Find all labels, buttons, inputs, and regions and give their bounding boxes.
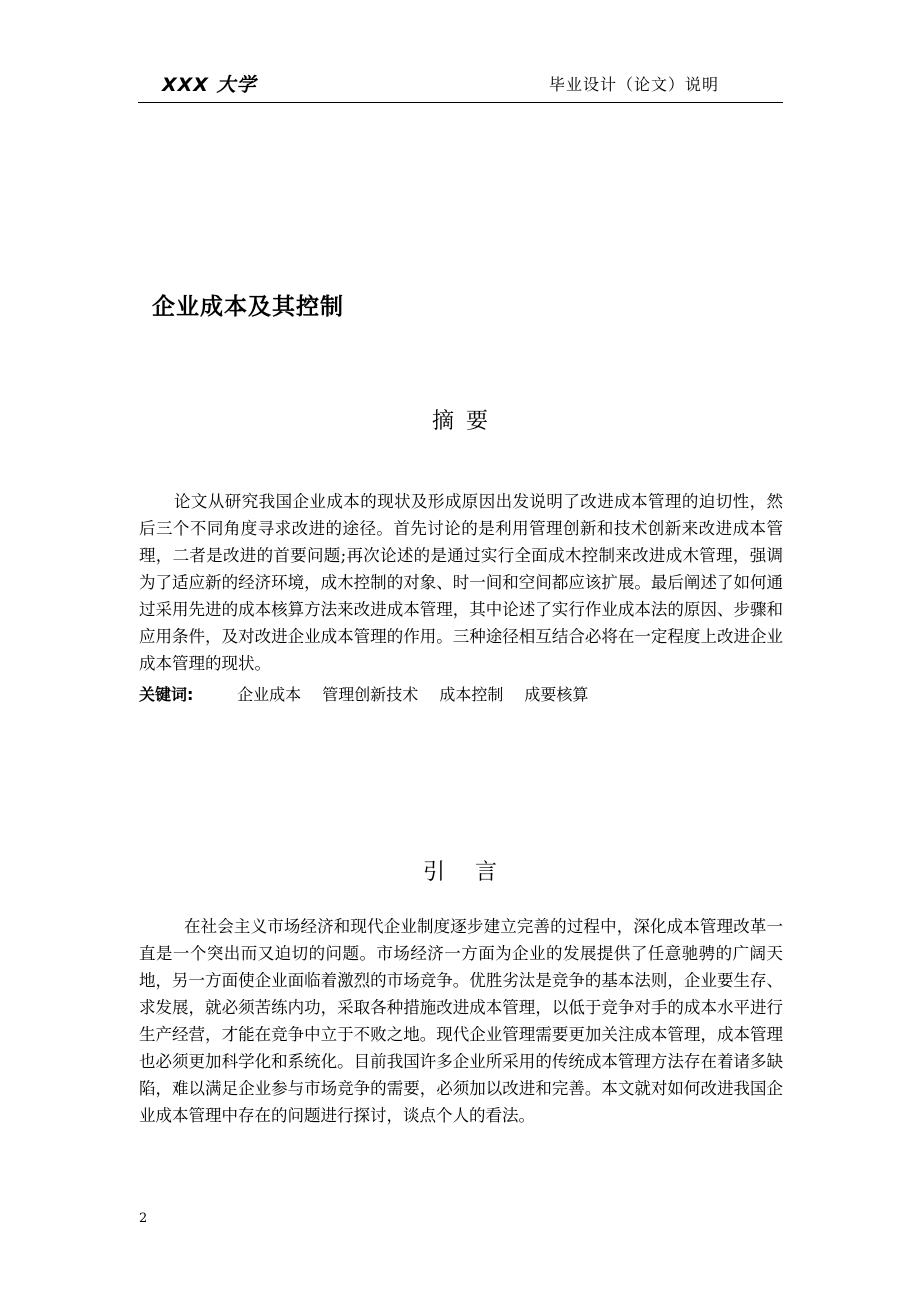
university-name: XXX 大学 <box>162 74 257 96</box>
page-header <box>138 66 783 103</box>
keyword: 成要核算 <box>524 685 589 704</box>
abstract-paragraph: 论文从研究我国企业成本的现状及形成原因出发说明了改进成本管理的迫切性，然后三个不同角度寻求改进的途径。首先讨论的是利用管理创新和技术创新来改进成本管理，二者是改进的首要问题;再次论述的是通过实行全面成木控制来改进成木管理，强调为了适应新的经济环境，成木控制的对象、时一间和空间都应该扩展。最后阐述了如何通过采用先进的成本核算方法来改进成本管理，其中论述了实行作业成本法的原因、步骤和应用条件，及对改进企业成本管理的作用。三种途径相互结合必将在一定程度上改进企业成本管理的现状。 <box>139 492 783 673</box>
abstract-heading: 摘要 <box>431 409 500 434</box>
keyword: 成本控制 <box>439 685 504 704</box>
keywords-label: 关键词: <box>139 685 194 704</box>
keywords-line <box>139 682 604 705</box>
keyword: 管理创新技术 <box>322 685 419 704</box>
introduction-heading: 引言 <box>422 860 527 885</box>
page-number: 2 <box>139 1211 148 1226</box>
document-type: 毕业设计（论文）说明 <box>548 75 719 94</box>
paper-title: 企业成本及其控制 <box>152 294 344 320</box>
keyword: 企业成本 <box>237 685 302 704</box>
introduction-paragraph: 在社会主义市场经济和现代企业制度逐步建立完善的过程中，深化成本管理改革一直是一个突出而又迫切的问题。市场经济一方面为企业的发展提供了任意驰骋的广阔天地，另一方面使企业面临着激烈的市场竞争。优胜劣汰是竞争的基本法则，企业要生存、求发展，就必须苦练内功，采取各种措施改进成本管理，以低于竞争对手的成本水平进行生产经营，才能在竞争中立于不败之地。现代企业管理需要更加关注成本管理，成本管理也必须更加科学化和系统化。目前我国许多企业所采用的传统成本管理方法存在着诸多缺陷，难以满足企业参与市场竞争的需要，必须加以改进和完善。本文就对如何改进我国企业成本管理中存在的问题进行探讨，谈点个人的看法。 <box>139 917 783 1125</box>
